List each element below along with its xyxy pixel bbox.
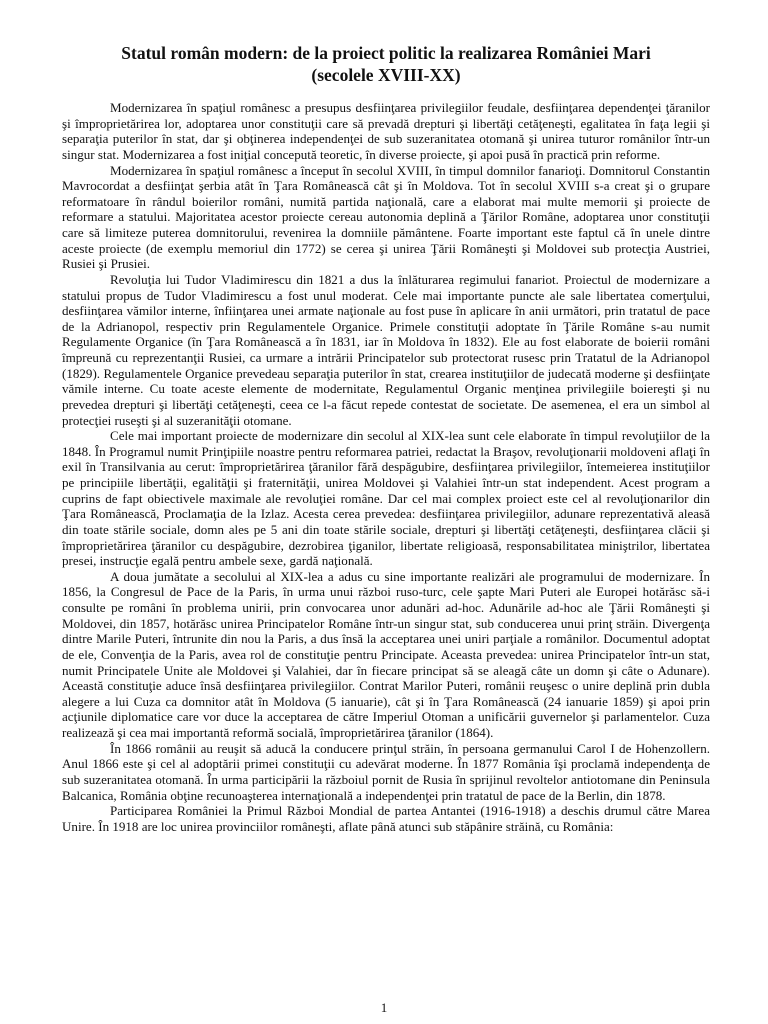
paragraph-1: Modernizarea în spaţiul românesc a presupus desfiinţarea privilegiilor feudale, desfiinţarea dependenţei ţăranilor şi împroprietărirea lor, adoptarea unor constituţii care să prevadă drepturi şi libertăţi cetăţeneşti, egalitatea în faţa legii şi separaţia puterilor în stat, dar şi obţinerea independenţei de sub suzeranitatea otomană şi unirea tuturor românilor într-un singur stat. Modernizarea a fost iniţial concepută teoretic, în diverse proiecte, şi apoi pusă în practică prin reforme. <box>62 100 710 162</box>
page-number: 1 <box>380 1000 388 1015</box>
paragraph-2: Modernizarea în spaţiul românesc a început în secolul XVIII, în timpul domnilor fanarioţi. Domnitorul Constantin Mavrocordat a desfiinţat şerbia atât în Ţara Românească cât şi în Moldova. Tot în secolul XVIII s-a creat şi o grupare reformatoare în rândul boierilor români, numită partida naţională, care a elaborat mai multe memorii şi proiecte de reformare a statului. Majoritatea acestor proiecte cereau autonomia deplină a Ţărilor Române, adoptarea unor constituţii care să limiteze puterea domnitorului, revenirea la domniile pământene. Foarte important este faptul că în unele dintre aceste proiecte (de exemplu memoriul din 1772) se cerea şi unirea Ţării Româneşti şi Moldovei sub protecţia Austriei, Rusiei şi Prusiei. <box>62 162 710 272</box>
paragraph-5: A doua jumătate a secolului al XIX-lea a adus cu sine importante realizări ale programului de modernizare. În 1856, la Congresul de Pace de la Paris, în urma unui război ruso-turc, cele şapte Mari Puteri ale Europei hotărăsc să-i consulte pe români în problema unirii, prin convocarea unor adunări ad-hoc. Adunările ad-hoc ale Ţării Româneşti şi Moldovei, din 1857, hotărăsc unirea Principatelor Române într-un singur stat, sub conducerea unui prinţ străin. Divergenţa dintre Marile Puteri, întrunite din nou la Paris, a dus însă la acceptarea unei uniri parţiale a românilor. Documentul adoptat de ele, Convenţia de la Paris, avea rol de constituţie pentru Principate. Aceasta prevedea: unirea Principatelor într-un stat, numit Principatele Unite ale Moldovei şi Valahiei, dar în fiecare principat să se aleagă câte un domn şi câte o Adunare). Această constituţie aduce însă desfiinţarea privilegiilor. Contrat Marilor Puteri, românii reuşesc o unire deplină prin dubla alegere a lui Cuza ca domnitor atât în Moldova (5 ianuarie), cât şi în Ţara Românească (24 ianuarie 1859) şi apoi prin acţiunile diplomatice care vor duce la acceptarea de către Imperiul Otoman a unificării guvernelor şi parlamentelor. Cuza realizează şi cea mai importantă reformă socială, împroprietărirea ţăranilor (1864). <box>62 568 710 740</box>
title-line-2: (secolele XVIII-XX) <box>311 65 461 85</box>
title-line-1: Statul român modern: de la proiect politic la realizarea României Mari <box>121 43 651 63</box>
page-title <box>62 42 710 86</box>
paragraph-6: În 1866 românii au reuşit să aducă la conducere prinţul străin, în persoana germanului Carol I de Hohenzollern. Anul 1866 este şi cel al adoptării primei constituţii cu adevărat moderne. În 1877 România îşi proclamă independenţa de sub suzeranitatea otomană. În urma participării la războiul pornit de Rusia în sprijinul revoltelor antiotomane din Peninsula Balcanica, România obţine recunoaşterea internaţională a independenţei prin tratatul de pace de la Berlin, din 1878. <box>62 740 710 803</box>
paragraph-7: Participarea României la Primul Război Mondial de partea Antantei (1916-1918) a deschis drumul către Marea Unire. În 1918 are loc unirea provinciilor româneşti, aflate până atunci sub stăpânire străină, cu România: <box>62 803 710 834</box>
paragraph-4: Cele mai important proiecte de modernizare din secolul al XIX-lea sunt cele elaborate în timpul revoluţiilor de la 1848. În Programul numit Prinţipiile noastre pentru reformarea patriei, redactat la Braşov, revoluţionarii moldoveni aflaţi în exil în Transilvania au cerut: împroprietărirea ţăranilor fără despăgubire, desfiinţarea privilegiilor, întemeierea instituţiilor pe principiile libertăţii, egalităţii şi fraternităţii, unirea Moldovei şi Valahiei într-un stat independent. Acest program a cuprins de fapt obiectivele maximale ale revoluţiei române. Dar cel mai complex proiect este cel al revoluţionarilor din Ţara Românească, Proclamaţia de la Izlaz. Acesta cerea prevedea: desfiinţarea privilegiilor, adunare reprezentativă aleasă din toate stările sociale, domn ales pe 5 ani din toate stările sociale, drepturi şi libertăţi cetăţeneşti, desfiinţarea clăcii şi împroprietărirea ţăranilor cu despăgubire, dezrobirea ţiganilor, libertate religioasă, responsabilitatea miniştrilor, libertatea presei, instrucţie egală pentru ambele sexe, gardă naţională. <box>62 428 710 569</box>
paragraph-3: Revoluţia lui Tudor Vladimirescu din 1821 a dus la înlăturarea regimului fanariot. Proiectul de modernizare a statului propus de Tudor Vladimirescu a fost unul moderat. Cele mai importante puncte ale sale libertatea comerţului, desfiinţarea vămilor interne, înfiinţarea unei armate naţionale au fost puse în aplicare în anii următori, prin tratatul de pace de la Adrianopol, respectiv prin Regulamentele Organice. Primele constituţii adoptate în Ţările Române s-au numit Regulamente Organice (în Ţara Românească a în 1831, iar în Moldova în 1832). Ele au fost elaborate de boierii români împreună cu reprezentanţii Rusiei, ca urmare a intrării Principatelor sub protectorat rusesc prin Tratatul de la Adrianopol (1829). Regulamentele Organice prevedeau separaţia puterilor în stat, crearea instituţiilor de judecată moderne şi desfiinţate vămile interne. Cu toate aceste elemente de modernitate, Regulamentul Organic menţinea privilegiile boiereşti şi nu prevedea drepturi şi libertăţi cetăţeneşti, ceea ce l-a făcut repede contestat de societate. De asemenea, el era un simbol al protecţiei ruseşti şi al suzeranităţii otomane. <box>62 271 710 428</box>
